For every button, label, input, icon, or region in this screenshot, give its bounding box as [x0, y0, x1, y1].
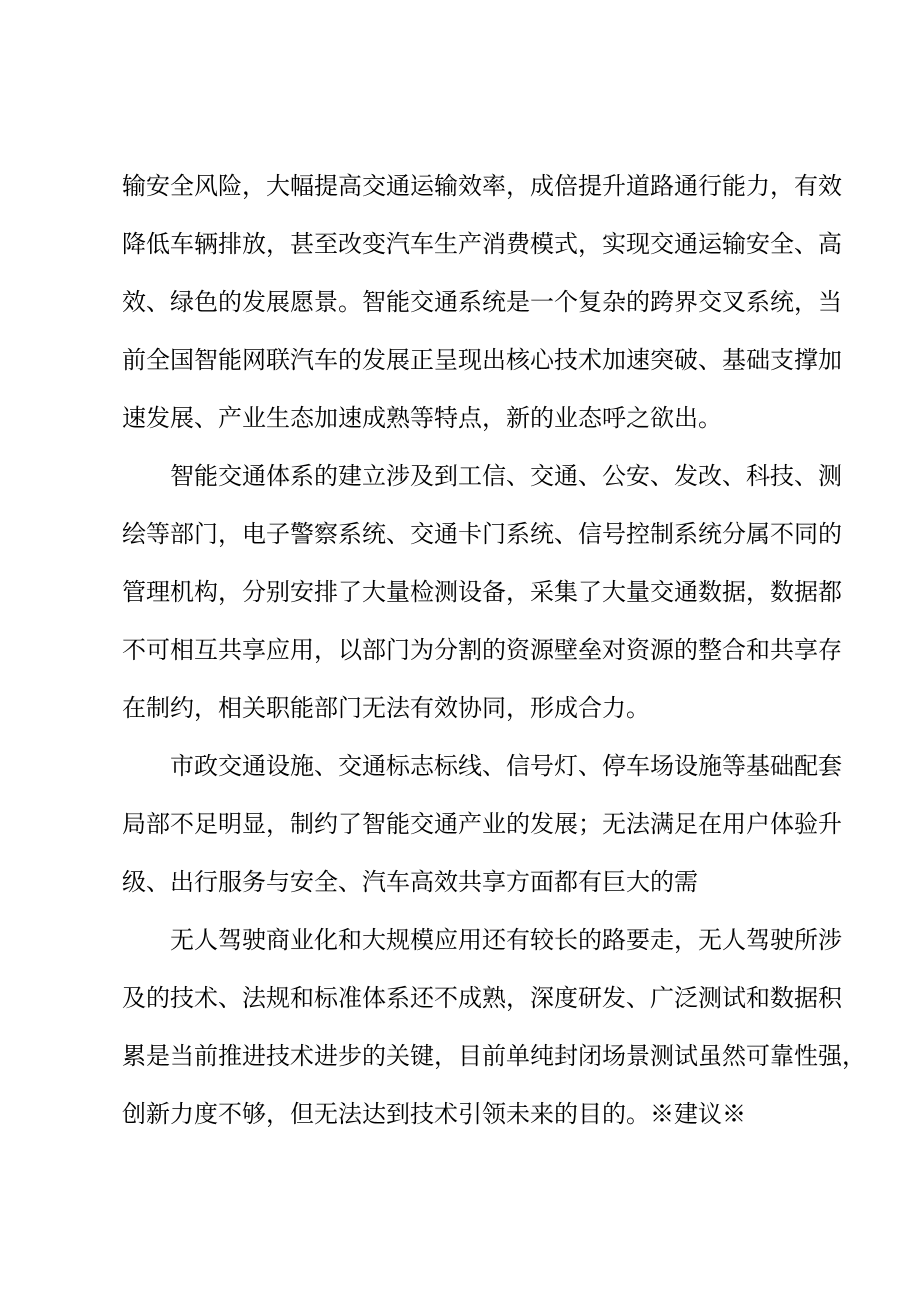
paragraph-2-line-1: 智能交通体系的建立涉及到工信、交通、公安、发改、科技、测 [170, 462, 842, 490]
paragraph-3-line-3: 级、出行服务与安全、汽车高效共享方面都有巨大的需 [122, 868, 698, 896]
paragraph-1-line-4: 前全国智能网联汽车的发展正呈现出核心技术加速突破、基础支撑加 [122, 346, 842, 374]
paragraph-3-line-1: 市政交通设施、交通标志标线、信号灯、停车场设施等基础配套 [170, 752, 842, 780]
paragraph-2-line-5: 在制约，相关职能部门无法有效协同，形成合力。 [122, 694, 650, 722]
paragraph-4-line-1: 无人驾驶商业化和大规模应用还有较长的路要走，无人驾驶所涉 [170, 926, 842, 954]
paragraph-3-line-2: 局部不足明显，制约了智能交通产业的发展；无法满足在用户体验升 [122, 810, 842, 838]
paragraph-4-line-2: 及的技术、法规和标准体系还不成熟，深度研发、广泛测试和数据积 [122, 984, 842, 1012]
paragraph-1-line-2: 降低车辆排放，甚至改变汽车生产消费模式，实现交通运输安全、高 [122, 230, 842, 258]
paragraph-2-line-4: 不可相互共享应用，以部门为分割的资源壁垒对资源的整合和共享存 [122, 636, 842, 664]
paragraph-1-line-3: 效、绿色的发展愿景。智能交通系统是一个复杂的跨界交叉系统，当 [122, 288, 842, 316]
paragraph-4-line-4: 创新力度不够，但无法达到技术引领未来的目的。※建议※ [122, 1100, 746, 1128]
paragraph-1-line-5: 速发展、产业生态加速成熟等特点，新的业态呼之欲出。 [122, 404, 722, 432]
paragraph-4-line-3: 累是当前推进技术进步的关键，目前单纯封闭场景测试虽然可靠性强， [122, 1042, 866, 1070]
paragraph-1-line-1: 输安全风险，大幅提高交通运输效率，成倍提升道路通行能力，有效 [122, 172, 842, 200]
paragraph-2-line-3: 管理机构，分别安排了大量检测设备，采集了大量交通数据，数据都 [122, 578, 842, 606]
paragraph-2-line-2: 绘等部门，电子警察系统、交通卡门系统、信号控制系统分属不同的 [122, 520, 842, 548]
